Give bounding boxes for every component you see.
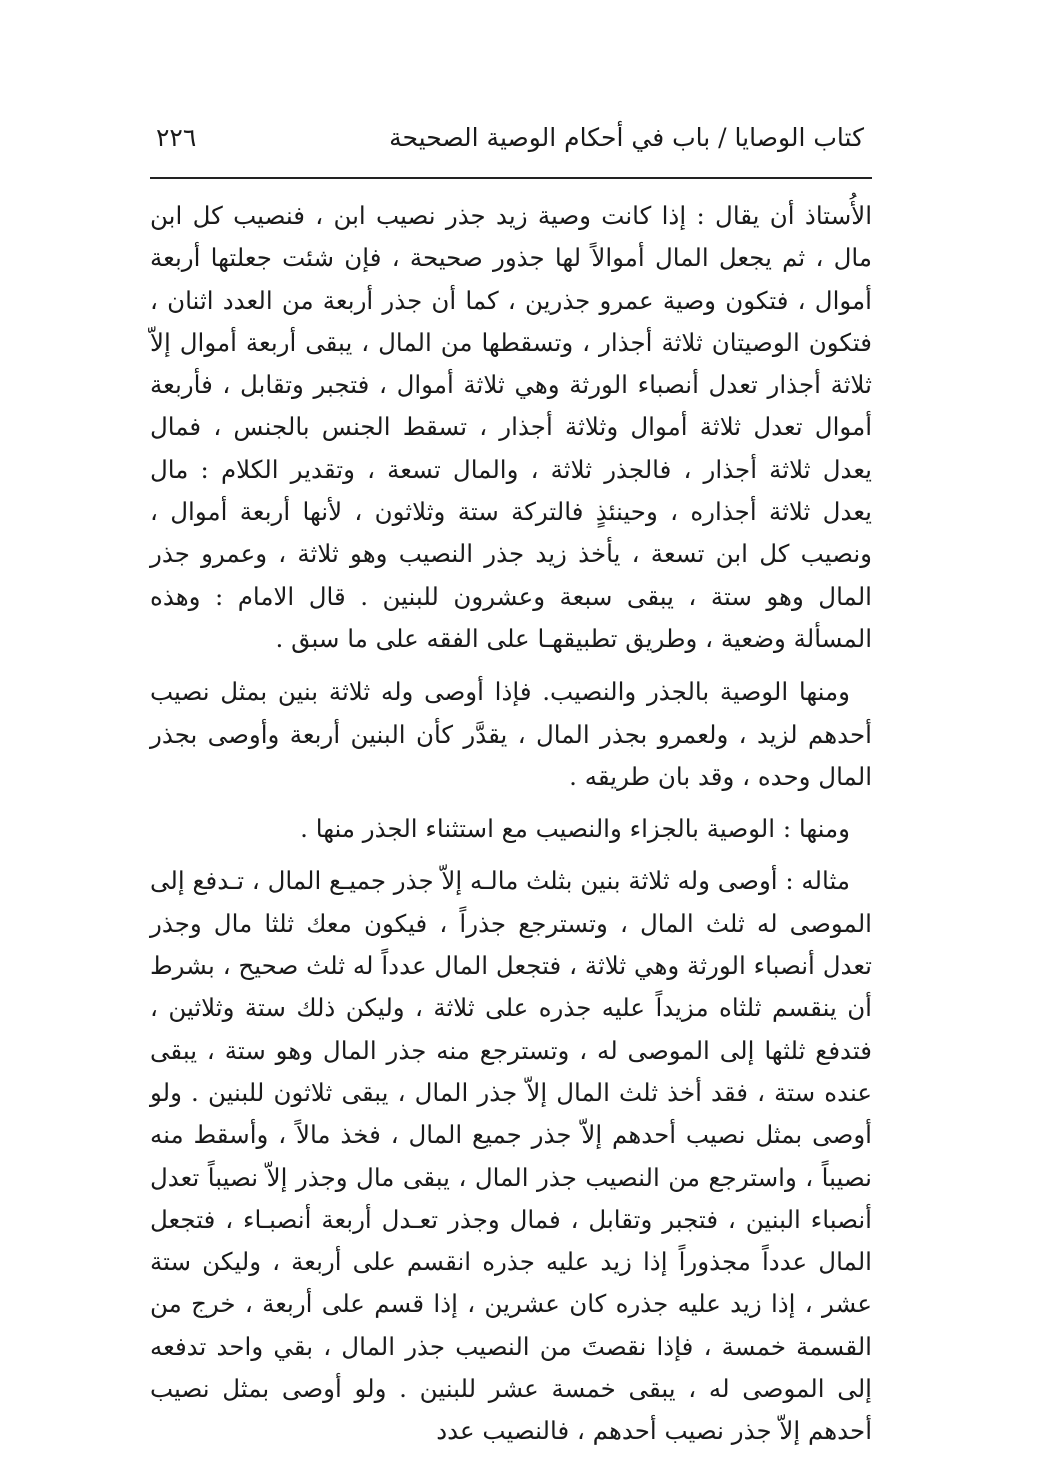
header-divider (150, 177, 872, 179)
page-number: ٢٢٦ (156, 123, 197, 152)
paragraph-3: ومنها : الوصية بالجزاء والنصيب مع استثناء الجذر منها . (300, 814, 850, 844)
page-header (150, 118, 870, 162)
paragraph-4: مثاله : أوصى وله ثلاثة بنين بثلث مالـه إلاّ جذر جميـع المال ، تـدفع إلى الموصى له ثلث المال ، وتسترجع جذراً ، فيكون معك ثلثا مال وجذر تعدل أنصباء الورثة وهي ثلاثة ، فتجعل المال عدداً له ثلث صحيح ، بشرط أن ينقسم ثلثاه مزيداً عليه جذره على ثلاثة ، وليكن ذلك ستة وثلاثين ، فتدفع ثلثها إلى الموصى له ، وتسترجع منه جذر المال وهو ستة ، يبقى عنده ستة ، فقد أخذ ثلث المال إلاّ جذر المال ، يبقى ثلاثون للبنين . ولو أوصى بمثل نصيب أحدهم إلاّ جذر جميع المال ، فخذ مالاً ، وأسقط منه نصيباً ، واسترجع من النصيب جذر المال ، يبقى مال وجذر إلاّ نصيباً تعدل أنصباء البنين ، فتجبر وتقابل ، فمال وجذر تعـدل أربعة أنصبـاء ، فتجعل المال عدداً مجذوراً إذا زيد عليه جذره انقسم على أربعة ، وليكن ستة عشر ، إذا زيد عليه جذره كان عشرين ، إذا قسم على أربعة ، خرج من القسمة خمسة ، فإذا نقصتَ من النصيب جذر المال ، بقي واحد تدفعه إلى الموصى له ، يبقى خمسة عشر للبنين . ولو أوصى بمثل نصيب أحدهم إلاّ جذر نصيب أحدهم ، فالنصيب عدد (150, 866, 872, 1446)
page-body (150, 195, 872, 1453)
header-bar (150, 118, 870, 162)
paragraph-1: الأُستاذ أن يقال : إذا كانت وصية زيد جذر نصيب ابن ، فنصيب كل ابن مال ، ثم يجعل المال أموالاً لها جذور صحيحة ، فإن شئت جعلتها أربعة أموال ، فتكون وصية عمرو جذرين ، كما أن جذر أربعة من العدد اثنان ، فتكون الوصيتان ثلاثة أجذار ، وتسقطها من المال ، يبقى أربعة أموال إلاّ ثلاثة أجذار تعدل أنصباء الورثة وهي ثلاثة أموال ، فتجبر وتقابل ، فأربعة أموال تعدل ثلاثة أموال وثلاثة أجذار ، تسقط الجنس بالجنس ، فمال يعدل ثلاثة أجذار ، فالجذر ثلاثة ، والمال تسعة ، وتقدير الكلام : مال يعدل ثلاثة أجذاره ، وحينئذٍ فالتركة ستة وثلاثون ، لأنها أربعة أموال ، ونصيب كل ابن تسعة ، يأخذ زيد جذر النصيب وهو ثلاثة ، وعمرو جذر المال وهو ستة ، يبقى سبعة وعشرون للبنين . قال الامام : وهذه المسألة وضعية ، وطريق تطبيقهـا على الفقه على ما سبق . (150, 201, 872, 653)
running-title: كتاب الوصايا / باب في أحكام الوصية الصحيحة (389, 123, 864, 152)
paragraph-2: ومنها الوصية بالجذر والنصيب. فإذا أوصى وله ثلاثة بنين بمثل نصيب أحدهم لزيد ، ولعمرو بجذر المال ، يقدَّر كأن البنين أربعة وأوصى بجذر المال وحده ، وقد بان طريقه . (150, 677, 872, 791)
